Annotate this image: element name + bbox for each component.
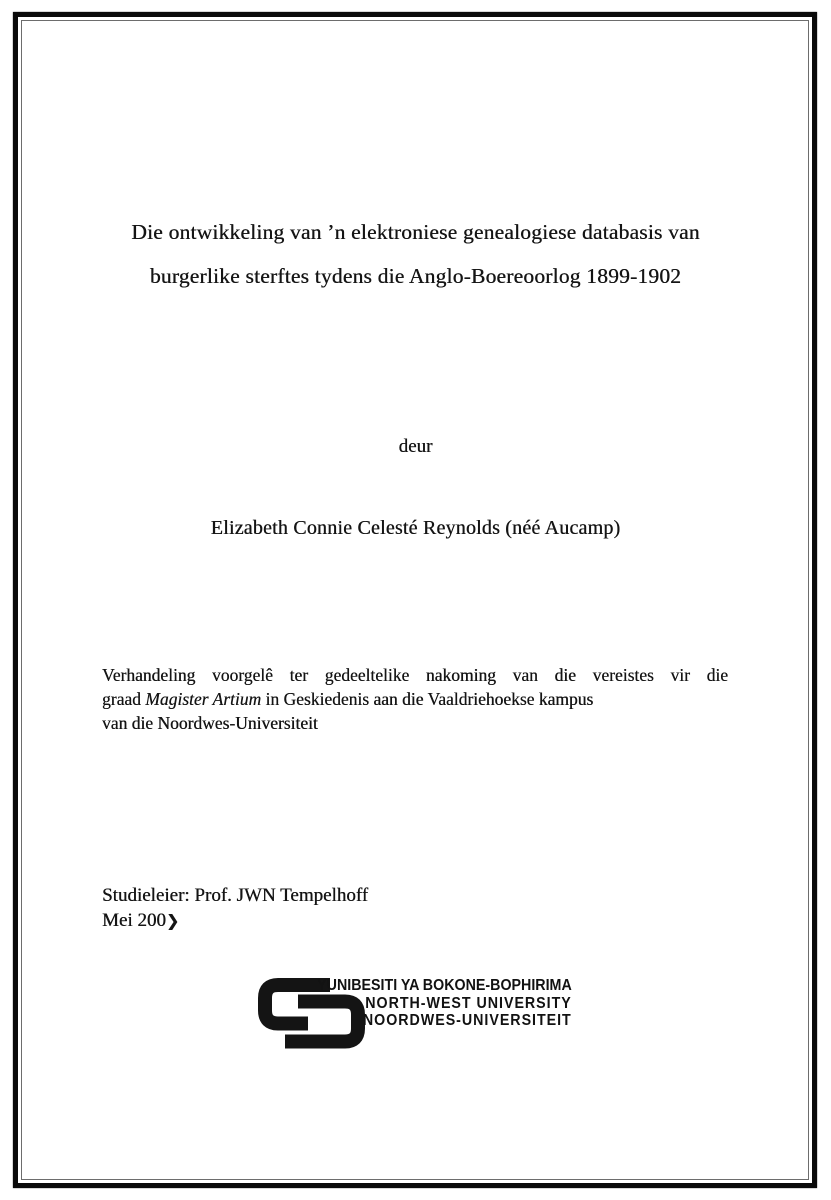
degree-statement: [102, 663, 728, 735]
nwu-logo-text: [317, 977, 572, 1030]
author-name: Elizabeth Connie Celesté Reynolds (néé Aucamp): [210, 517, 621, 539]
date-prefix: Mei 200: [102, 909, 166, 931]
degree-statement-line1: Verhandeling voorgelê ter gedeeltelike nakoming van die vereistes vir die: [102, 665, 728, 685]
nwu-logo: [258, 976, 572, 1052]
degree-statement-line2: [102, 687, 728, 711]
nwu-logo-line1-setswana: YUNIBESITI YA BOKONE-BOPHIRIMA: [317, 977, 572, 994]
byline-label: deur: [398, 436, 433, 457]
thesis-title: [40, 210, 791, 298]
thesis-title-line1: Die ontwikkeling van ’n elektroniese genealogiese databasis van: [131, 220, 700, 244]
degree-statement-line2-suffix: in Geskiedenis aan die Vaaldriehoekse kampus: [261, 689, 594, 709]
supervisor-block: [102, 884, 368, 933]
date-seven-glyph: ❯: [165, 910, 180, 930]
degree-statement-line2-prefix: graad: [102, 689, 146, 709]
degree-statement-line3: van die Noordwes-Universiteit: [102, 713, 318, 733]
nwu-logo-line3-afrikaans: NOORDWES-UNIVERSITEIT: [363, 1012, 572, 1030]
date-line: [102, 909, 368, 934]
thesis-title-line2: burgerlike sterftes tydens die Anglo-Boereoorlog 1899-1902: [149, 264, 682, 288]
supervisor-line: Studieleier: Prof. JWN Tempelhoff: [102, 885, 369, 906]
nwu-logo-line2-english: NORTH-WEST UNIVERSITY: [365, 994, 572, 1012]
degree-name-italic: Magister Artium: [145, 689, 262, 709]
